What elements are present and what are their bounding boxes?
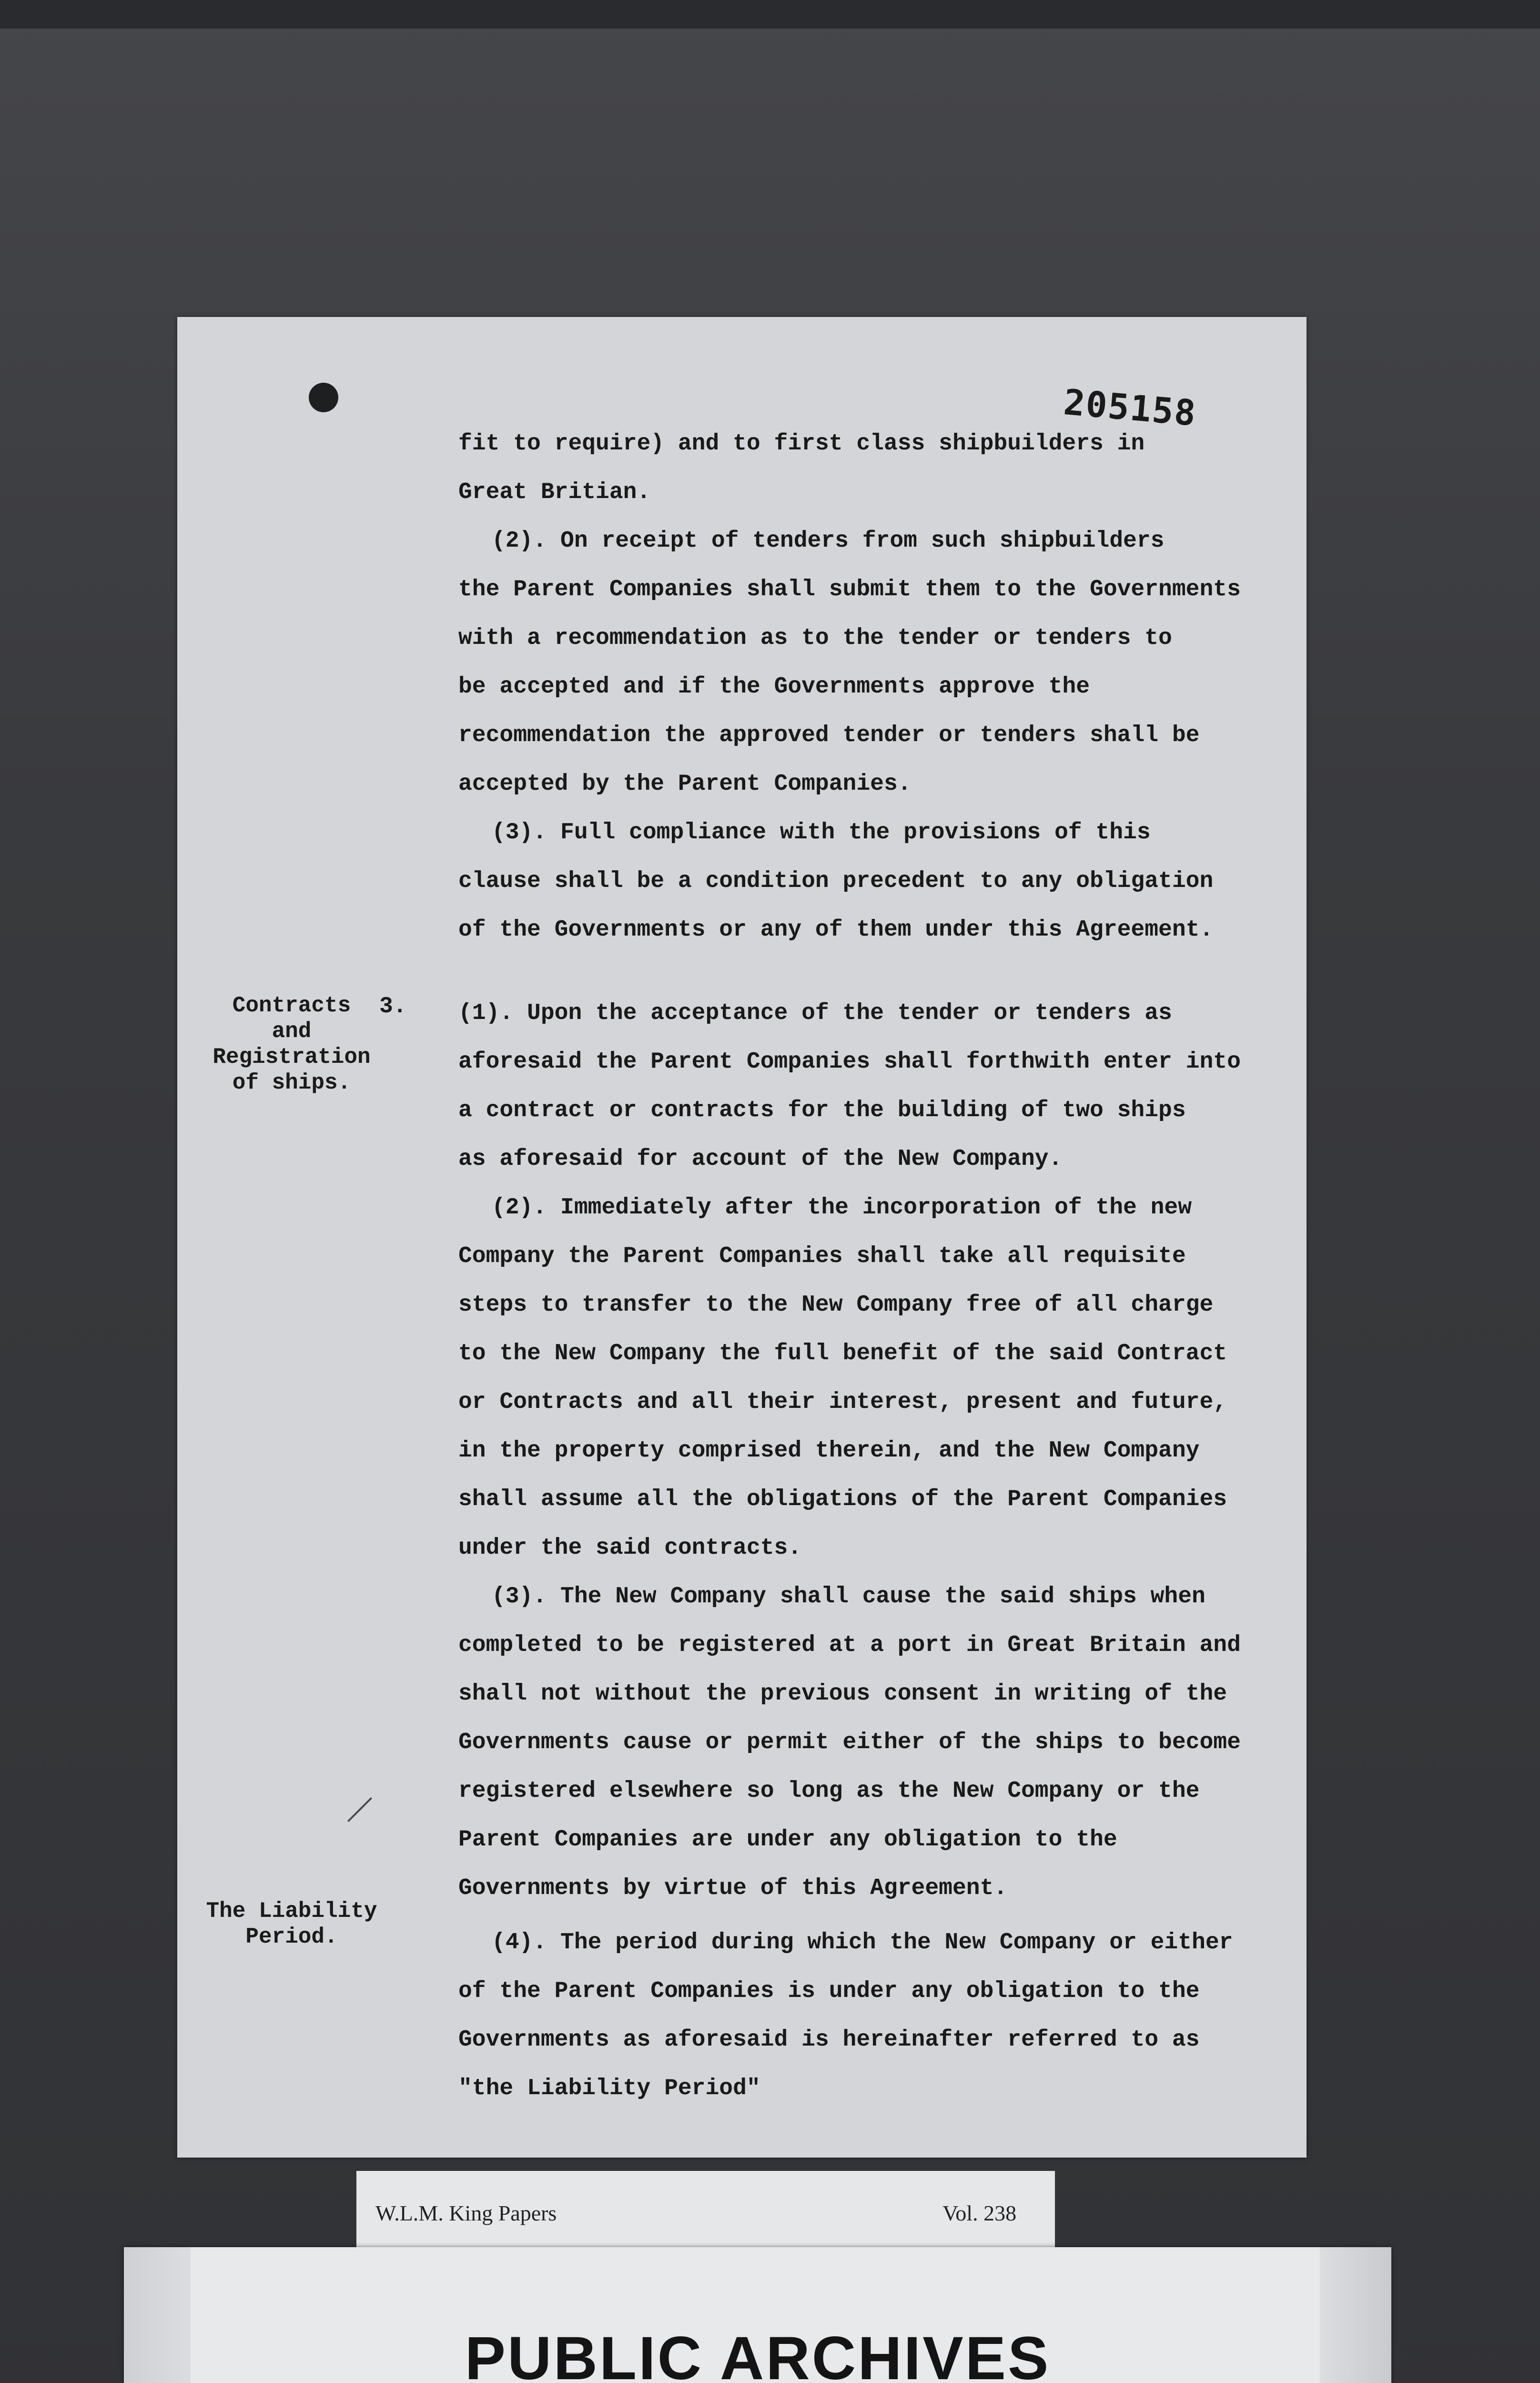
- punch-hole: [309, 383, 338, 412]
- text-line: Company the Parent Companies shall take all requisite: [458, 1243, 1186, 1269]
- text-line: Great Britian.: [458, 479, 651, 505]
- text-line: under the said contracts.: [458, 1535, 802, 1561]
- archive-title-english: PUBLIC ARCHIVES: [465, 2324, 1051, 2383]
- text-line: "the Liability Period": [458, 2076, 760, 2101]
- margin-note-liability: [196, 1898, 387, 1950]
- text-line: clause shall be a condition precedent to any obligation: [458, 868, 1214, 894]
- text-line: steps to transfer to the New Company free of all charge: [458, 1292, 1214, 1318]
- text-line: aforesaid the Parent Companies shall forthwith enter into: [458, 1049, 1241, 1075]
- text-line: to the New Company the full benefit of the said Contract: [458, 1341, 1227, 1366]
- collection-label: [356, 2171, 1055, 2257]
- text-line: (2). Immediately after the incorporation of the new: [492, 1195, 1192, 1221]
- text-line: a contract or contracts for the building of two ships: [458, 1098, 1186, 1123]
- film-edge-top: [0, 0, 1540, 29]
- margin-note-line: The Liability: [206, 1899, 377, 1924]
- pencil-mark: [347, 1797, 372, 1822]
- text-line: recommendation the approved tender or tenders shall be: [458, 723, 1200, 748]
- margin-note-line: Registration: [213, 1045, 371, 1069]
- text-line: or Contracts and all their interest, present and future,: [458, 1389, 1227, 1415]
- text-line: Parent Companies are under any obligation to the: [458, 1827, 1117, 1853]
- text-line: the Parent Companies shall submit them to the Governments: [458, 577, 1241, 602]
- text-line: of the Governments or any of them under this Agreement.: [458, 917, 1214, 943]
- text-line: (2). On receipt of tenders from such shipbuilders: [492, 528, 1165, 554]
- text-line: fit to require) and to first class shipbuilders in: [458, 431, 1145, 457]
- text-line: as aforesaid for account of the New Company.: [458, 1146, 1063, 1172]
- liability-paragraph: [458, 1918, 1364, 2113]
- collection-name: W.L.M. King Papers: [375, 2201, 557, 2225]
- margin-note-line: of ships.: [232, 1070, 351, 1095]
- margin-note-line: Contracts: [232, 993, 351, 1018]
- text-line: shall not without the previous consent in writing of the: [458, 1681, 1227, 1707]
- intro-paragraph: [458, 419, 1364, 954]
- document-page: [177, 317, 1307, 2158]
- text-line: (3). Full compliance with the provisions of this: [492, 820, 1151, 845]
- document-number: 205158: [1062, 381, 1198, 435]
- text-line: be accepted and if the Governments approve the: [458, 674, 1090, 700]
- clause-number: 3.: [379, 994, 407, 1019]
- text-line: in the property comprised therein, and the New Company: [458, 1438, 1200, 1464]
- text-line: (3). The New Company shall cause the said ships when: [492, 1584, 1206, 1609]
- text-line: completed to be registered at a port in Great Britain and: [458, 1632, 1241, 1658]
- archive-card: [124, 2247, 1391, 2383]
- text-line: (1). Upon the acceptance of the tender or tenders as: [458, 1000, 1172, 1026]
- text-line: Governments by virtue of this Agreement.: [458, 1875, 1008, 1901]
- volume-number: Vol. 238: [942, 2201, 1017, 2225]
- text-line: of the Parent Companies is under any obligation to the: [458, 1978, 1200, 2004]
- text-line: shall assume all the obligations of the Parent Companies: [458, 1487, 1227, 1512]
- text-line: Governments cause or permit either of the ships to become: [458, 1730, 1241, 1755]
- margin-note-line: and: [272, 1019, 312, 1044]
- clause3-paragraphs: [458, 989, 1364, 1913]
- margin-note-line: Period.: [245, 1925, 338, 1949]
- text-line: (4). The period during which the New Company or either: [492, 1930, 1233, 1955]
- text-line: Governments as aforesaid is hereinafter referred to as: [458, 2027, 1200, 2053]
- text-line: registered elsewhere so long as the New Company or the: [458, 1778, 1200, 1804]
- text-line: accepted by the Parent Companies.: [458, 771, 912, 797]
- text-line: with a recommendation as to the tender or tenders to: [458, 625, 1172, 651]
- margin-note-contracts: [206, 993, 377, 1096]
